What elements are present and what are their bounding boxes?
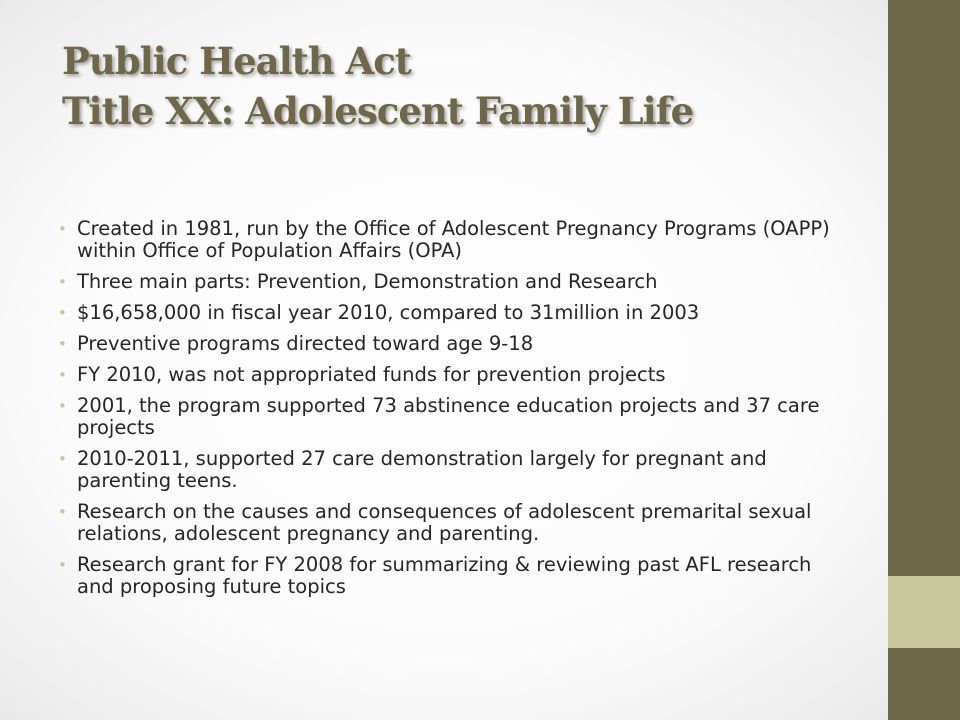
bullet-text: Three main parts: Prevention, Demonstration and Research	[77, 270, 658, 293]
bullet-item	[58, 554, 838, 598]
side-band-accent	[888, 576, 960, 648]
bullet-text: 2001, the program supported 73 abstinence education projects and 37 care projects	[77, 394, 820, 439]
bullet-text: Research grant for FY 2008 for summarizing & reviewing past AFL research and proposing future topics	[77, 553, 812, 598]
bullet-item	[58, 448, 838, 492]
bullet-text: Created in 1981, run by the Office of Adolescent Pregnancy Programs (OAPP) within Office of Population Affairs (OPA)	[77, 217, 830, 262]
bullet-item	[58, 395, 838, 439]
bullet-item	[58, 333, 838, 355]
bullet-dot-icon: •	[58, 273, 67, 291]
bullet-text: 2010-2011, supported 27 care demonstration largely for pregnant and parenting teens.	[77, 447, 767, 492]
bullet-item	[58, 501, 838, 545]
bullet-item	[58, 271, 838, 293]
bullet-dot-icon: •	[58, 304, 67, 322]
bullet-text: Preventive programs directed toward age 9-18	[77, 332, 534, 355]
title-line-2: Title XX: Adolescent Family Life	[62, 89, 694, 133]
bullet-dot-icon: •	[58, 397, 67, 415]
bullet-list	[58, 218, 838, 607]
bullet-item	[58, 302, 838, 324]
title-line-1: Public Health Act	[62, 39, 411, 83]
slide-title	[62, 36, 862, 136]
bullet-text: Research on the causes and consequences of adolescent premarital sexual relations, adolescent pregnancy and parenting.	[77, 500, 812, 545]
bullet-dot-icon: •	[58, 220, 67, 238]
bullet-item	[58, 218, 838, 262]
side-band-top	[888, 0, 960, 576]
bullet-dot-icon: •	[58, 335, 67, 353]
bullet-dot-icon: •	[58, 503, 67, 521]
bullet-dot-icon: •	[58, 556, 67, 574]
bullet-item	[58, 364, 838, 386]
bullet-dot-icon: •	[58, 450, 67, 468]
bullet-dot-icon: •	[58, 366, 67, 384]
bullet-text: $16,658,000 in fiscal year 2010, compared to 31million in 2003	[77, 301, 700, 324]
bullet-text: FY 2010, was not appropriated funds for prevention projects	[77, 363, 666, 386]
side-band-bottom	[888, 648, 960, 720]
